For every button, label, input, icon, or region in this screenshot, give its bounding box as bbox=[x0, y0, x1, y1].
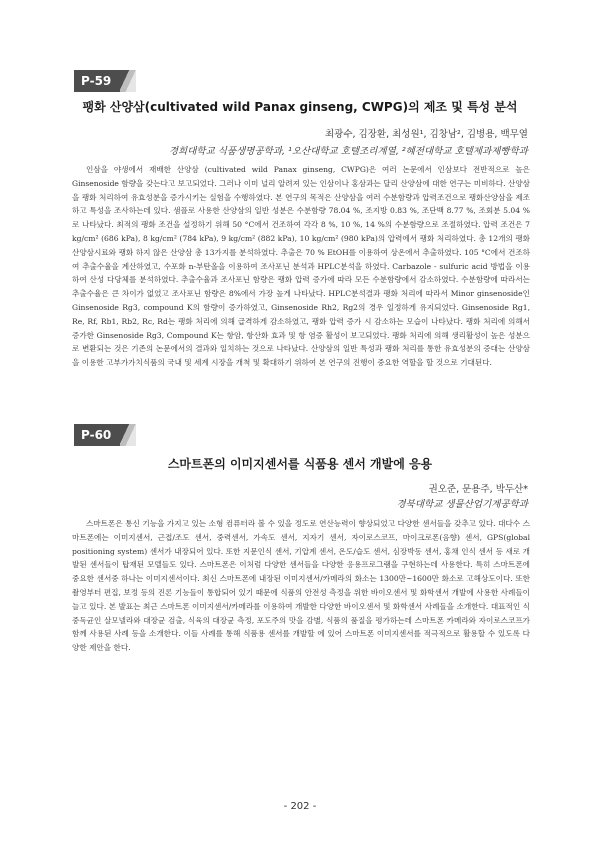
abstract-title: 팽화 산양삼(cultivated wild Panax ginseng, CWPG)의 제조 및 특성 분석 bbox=[82, 100, 518, 114]
abstract-body: 스마트폰은 통신 기능을 가지고 있는 소형 컴퓨터라 볼 수 있을 정도로 연산능력이 향상되었고 다양한 센서들을 갖추고 있다. 대다수 스마트폰에는 이미지센서, 근접/조도 센서, 중력센서, 가속도 센서, 지자기 센서, 자이로스코프, 마이크로폰(음향) 센서, GPS(global positioning system) 센서가 내장되어 있다. 또한 지문인식 센서, 기압계 센서, 온도/습도 센서, 심장박동 센서, 홍채 인식 센서 등 새로 개발된 센서들이 탑재된 모델들도 있다. 스마트폰은 이처럼 다양한 센서들을 다양한 응용프로그램을 구현하는데 사용한다. 특히 스마트폰에 중요한 센서중 하나는 이미지센서이다. 최신 스마트폰에 내장된 이미지센서/카메라의 화소는 1300만~1600만 화소로 고해상도이다. 또한 촬영부터 편집, 보정 등의 진론 기능들이 통합되어 있기 때문에 식품의 안전성 측정을 위한 바이오센서 및 화학센서 개발에 사용한 사례들이 늘고 있다. 본 발표는 최근 스마트폰 이미지센서/카메라를 이용하여 개발한 다양한 바이오센서 및 화학센서 사례들을 소개한다. 대표적인 식중독균인 살모넬라와 대장균 검출, 식육의 대장균 측정, 포도주의 맛을 감별, 식품의 품질을 평가하는데 스마트폰 카메라와 자이로스코프가 함께 사용된 사례 등을 소개한다. 이들 사례를 통해 식품용 센서를 개발할 에 있어 스마트폰 이미지센서를 적극적으로 활용할 수 있도록 다양한 제안을 한다. bbox=[72, 519, 530, 653]
abstract-body: 인삼을 야생에서 재배한 산양삼 (cultivated wild Panax ginseng, CWPG)은 여러 논문에서 인삼보다 전반적으로 높은 Ginsenoside 함량을 갖는다고 보고되었다. 그러나 이미 널리 알려져 있는 인삼이나 홍삼과는 달리 산양삼에 대한 연구는 미비하다. 산양삼을 팽화 처리하여 유효성분을 증가시키는 실험을 수행하였다. 본 연구의 목적은 산양삼을 여러 수분함량과 압력조건으로 팽화산양삼을 제조하고 특성을 조사하는데 있다. 샘플로 사용한 산양삼의 일반 성분은 수분함량 78.04 %, 조지방 0.83 %, 조단백 8.77 %, 조회분 5.04 %로 나타났다. 최적의 팽화 조건을 설정하기 위해 50 °C에서 건조하여 각각 8 %, 10 %, 14 %의 수분함량으로 조절하였다. 압력 조건은 7 kg/cm² (686 kPa), 8 kg/cm² (784 kPa), 9 kg/cm² (882 kPa), 10 kg/cm² (980 kPa)의 압력에서 팽화 처리하였다. 총 12개의 팽화 산양삼시료와 팽화 하지 않은 산양삼 총 13가지를 분석하였다. 추출은 70 % EtOH를 이용하여 상온에서 추출하였다. 105 °C에서 건조하여 추출수율을 계산하였고, 수포화 n-부탄올을 이용하여 조사포닌 분석과 HPLC분석을 하였다. Carbazole - sulfuric acid 방법을 이용하여 산성 다당체를 분석하였다. 추출수율과 조사포닌 함량은 팽화 압력 증가에 따라 모든 수분함량에서 감소하였다. 수분함량에 따라서는 추출수율은 큰 차이가 없었고 조사포닌 함량은 8%에서 가장 높게 나타났다. HPLC분석결과 팽화 처리에 따라서 Minor ginsenoside인 Ginsenoside Rg3, compound K의 함량이 증가하였고, Ginsenoside Rh2, Rg2의 경우 일정하게 유지되었다. Ginsenoside Rg1, Re, Rf, Rb1, Rb2, Rc, Rd는 팽화 처리에 의해 급격하게 감소하였고, 팽화 압력 증가 시 감소하는 모습이 나타났다. 팽화 처리에 의해서 증가한 Ginsenoside Rg3, Compound K는 항암, 항산화 효과 및 항 염증 활성이 보고되었다. 팽화 처리에 의해 생리활성이 높은 성분으로 변환되는 것은 기존의 논문에서의 결과와 일치하는 것으로 나타났다. 산양삼의 일반 특성과 팽화 처리를 통한 유효성분의 증대는 산양삼을 이용한 고부가가치식품의 국내 및 세계 시장을 개척 및 확대하기 위하여 본 연구의 진행이 중요한 역할을 할 것으로 기대된다. bbox=[72, 165, 530, 368]
abstract-tag-label: P-60 bbox=[74, 424, 120, 446]
abstract-affiliations: 경희대학교 식품생명공학과, ¹오산대학교 호텔조리계열, ²혜전대학교 호텔제과제빵학과 bbox=[168, 146, 528, 157]
abstract-title: 스마트폰의 이미지센서를 식품용 센서 개발에 응용 bbox=[167, 457, 433, 471]
abstract-tag-label: P-59 bbox=[74, 70, 120, 92]
abstract-authors: 최광수, 김장환, 최성원¹, 김창남², 김병용, 백무열 bbox=[324, 129, 528, 140]
tag-decoration bbox=[120, 424, 136, 446]
abstract-affiliations: 경북대학교 생물산업기계공학과 bbox=[396, 499, 528, 510]
abstract-tag bbox=[74, 424, 136, 446]
abstract-authors: 권오준, 문용주, 박두산* bbox=[428, 484, 528, 495]
tag-decoration bbox=[120, 70, 136, 92]
page-number: - 202 - bbox=[283, 801, 317, 812]
abstract-tag bbox=[74, 70, 136, 92]
